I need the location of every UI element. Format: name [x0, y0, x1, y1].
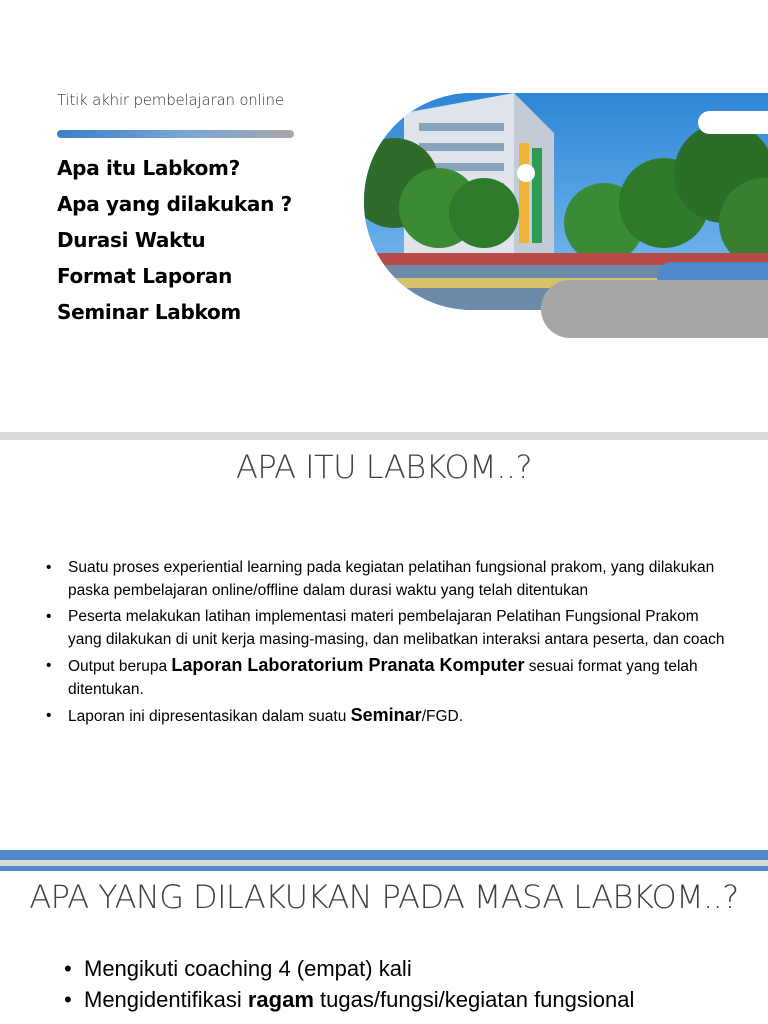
bullet-item: [46, 654, 736, 701]
bullet-text: Suatu proses experiential learning pada kegiatan pelatihan fungsional prakom, yang dilakukan paska pembelajaran online/offline dalam durasi waktu yang telah ditentukan: [68, 559, 715, 599]
accent-bar: [0, 850, 768, 860]
slide-apa-yang-dilakukan: [0, 866, 768, 1024]
bullet-list: [64, 953, 764, 1015]
bullet-text: Mengikuti coaching 4 (empat) kali: [84, 956, 412, 981]
title-underline-bar: [57, 130, 294, 138]
slide-title: APA YANG DILAKUKAN PADA MASA LABKOM..?: [29, 878, 739, 916]
slide-title: APA ITU LABKOM..?: [235, 448, 533, 486]
bullet-text: /FGD.: [421, 708, 464, 725]
bullet-text: tugas/fungsi/kegiatan fungsional: [313, 987, 635, 1012]
bullet-bold-text: ragam: [247, 987, 314, 1012]
bullet-item: [64, 953, 764, 984]
decorative-pill-white: [698, 111, 768, 134]
bullet-text: Peserta melakukan latihan implementasi materi pembelajaran Pelatihan Fungsional Prakom yang dilakukan di unit kerja masing-masing, dan melibatkan interaksi antara peserta, dan coach: [68, 608, 725, 648]
bullet-text: Mengidentifikasi: [84, 987, 248, 1012]
agenda-item: Apa yang dilakukan ?: [57, 192, 292, 216]
bullet-item: [64, 984, 764, 1015]
bullet-bold-text: Laporan Laboratorium Pranata Komputer: [171, 655, 525, 675]
bullet-list: [46, 556, 736, 728]
agenda-item: Seminar Labkom: [57, 300, 241, 324]
slide-agenda: [0, 0, 768, 432]
agenda-item: Apa itu Labkom?: [57, 156, 240, 180]
slide-apa-itu-labkom: [0, 440, 768, 848]
agenda-list: [57, 150, 292, 330]
bullet-text: Output berupa: [68, 658, 172, 675]
slide-subtitle: Titik akhir pembelajaran online: [57, 91, 284, 109]
bullet-text: sesuai format yang telah ditentukan.: [68, 658, 698, 698]
slide-divider: [0, 432, 768, 440]
agenda-item: Format Laporan: [57, 264, 233, 288]
bullet-item: [46, 605, 736, 651]
bullet-item: [46, 556, 736, 602]
bullet-bold-text: Seminar: [350, 705, 422, 725]
accent-bar: [0, 866, 768, 871]
agenda-item: Durasi Waktu: [57, 228, 206, 252]
bullet-item: [46, 704, 736, 728]
decorative-pill-grey: [541, 280, 768, 338]
bullet-text: Laporan ini dipresentasikan dalam suatu: [68, 708, 351, 725]
